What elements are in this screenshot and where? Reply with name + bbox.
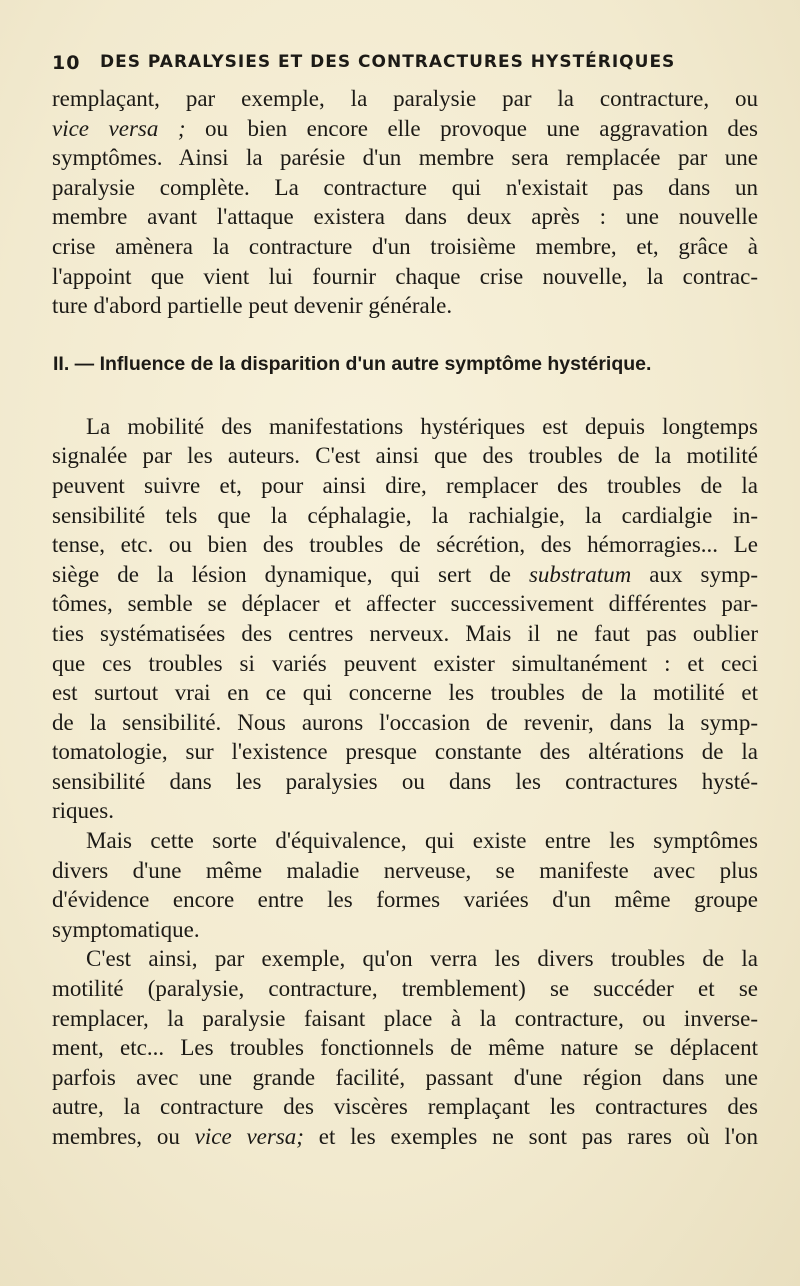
text-line: motilité (paralysie, contracture, tremblement) se succéder et se: [52, 976, 758, 1002]
text-line: [52, 114, 758, 144]
text-fragment: ou bien encore elle provoque une aggravation des: [185, 115, 758, 141]
text-line: ment, etc... Les troubles fonctionnels de même nature se déplacent: [52, 1035, 758, 1061]
text-line: sensibilité dans les paralysies ou dans les contractures hysté-: [52, 768, 758, 794]
italic-phrase: vice versa ;: [52, 115, 186, 141]
running-title: DES PARALYSIES ET DES CONTRACTURES HYSTÉRIQUES: [100, 52, 676, 72]
text-line: tômes, semble se déplacer et affecter successivement différentes par-: [52, 591, 758, 617]
text-line: ture d'abord partielle peut devenir générale.: [52, 293, 453, 319]
text-line: parfois avec une grande facilité, passant d'une région dans une: [52, 1064, 758, 1090]
text-fragment: membres, ou: [52, 1124, 180, 1149]
text-line: symptômes. Ainsi la parésie d'un membre sera remplacée par une: [52, 145, 758, 171]
text-line: d'évidence encore entre les formes variées d'un même groupe: [52, 887, 758, 913]
italic-phrase: substratum: [528, 561, 632, 587]
text-line: signalée par les auteurs. C'est ainsi que des troubles de la motilité: [52, 443, 758, 469]
text-line: C'est ainsi, par exemple, qu'on verra les divers troubles de la: [86, 946, 758, 972]
text-line: riques.: [52, 798, 114, 824]
text-fragment: siège de la lésion dynamique, qui sert de: [52, 561, 511, 587]
text-line: est surtout vrai en ce qui concerne les troubles de la motilité et: [52, 680, 758, 706]
italic-phrase: vice versa;: [194, 1124, 304, 1149]
text-line: peuvent suivre et, pour ainsi dire, remplacer des troubles de la: [52, 472, 758, 498]
text-fragment: aux symp-: [631, 561, 758, 587]
page-number: 10: [52, 52, 81, 74]
text-line: l'appoint que vient lui fournir chaque crise nouvelle, la contrac-: [52, 263, 758, 289]
text-line: remplacer, la paralysie faisant place à la contracture, ou inverse-: [52, 1005, 758, 1031]
text-line: ties systématisées des centres nerveux. Mais il ne faut pas oublier: [52, 620, 758, 646]
text-line: divers d'une même maladie nerveuse, se manifeste avec plus: [52, 857, 758, 883]
text-line: tense, etc. ou bien des troubles de sécrétion, des hémorragies... Le: [52, 532, 758, 558]
section-heading: II. — Influence de la disparition d'un autre symptôme hystérique.: [53, 352, 652, 375]
paragraph-4: [52, 944, 758, 1151]
text-line: paralysie complète. La contracture qui n'existait pas dans un: [52, 174, 758, 200]
text-line: La mobilité des manifestations hystériques est depuis longtemps: [86, 413, 758, 439]
text-line: Mais cette sorte d'équivalence, qui existe entre les symptômes: [86, 828, 758, 854]
text-line: sensibilité tels que la céphalagie, la rachialgie, la cardialgie in-: [52, 502, 758, 528]
text-line: symptomatique.: [52, 916, 200, 942]
text-line: [52, 560, 758, 590]
text-line: que ces troubles si variés peuvent exister simultanément : et ceci: [52, 650, 758, 676]
text-line: membre avant l'attaque existera dans deux après : une nouvelle: [52, 204, 758, 230]
text-line: de la sensibilité. Nous aurons l'occasion de revenir, dans la symp-: [52, 709, 758, 735]
paragraph-2: [52, 412, 758, 826]
text-line: autre, la contracture des viscères remplaçant les contractures des: [52, 1094, 758, 1120]
running-head: [52, 46, 752, 76]
text-fragment: et les exemples ne sont pas rares où l'on: [303, 1124, 759, 1149]
text-line: crise amènera la contracture d'un troisième membre, et, grâce à: [52, 233, 758, 259]
text-line: tomatologie, sur l'existence presque constante des altérations de la: [52, 739, 758, 765]
text-line: remplaçant, par exemple, la paralysie par la contracture, ou: [52, 86, 758, 111]
paragraph-3: [52, 826, 758, 944]
paragraph-1: [52, 84, 758, 321]
body-text: [52, 84, 758, 1152]
text-line: [52, 1122, 758, 1152]
